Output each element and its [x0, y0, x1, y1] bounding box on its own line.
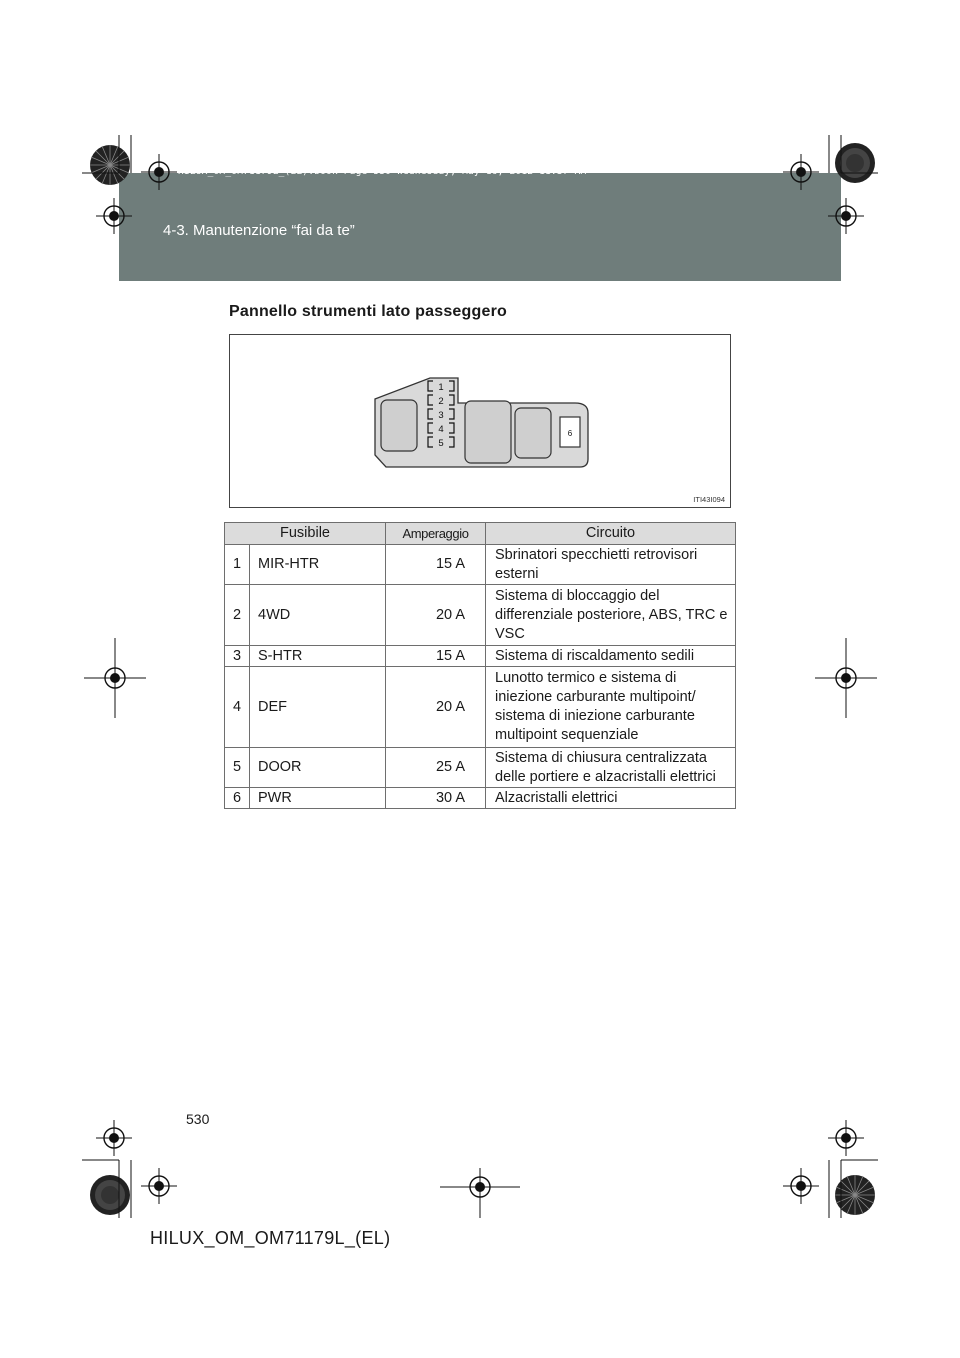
fuse-amperage: 15 A — [386, 545, 486, 585]
fuse-name: DOOR — [250, 748, 386, 788]
fuse-label-2: 2 — [438, 396, 444, 407]
fuse-name: PWR — [250, 788, 386, 809]
fuse-number: 4 — [225, 667, 250, 748]
fuse-amperage: 30 A — [386, 788, 486, 809]
fuse-number: 1 — [225, 545, 250, 585]
fuse-amperage: 25 A — [386, 748, 486, 788]
fuse-label-5: 5 — [438, 438, 444, 449]
fuse-circuit: Sistema di riscaldamento sedili — [486, 646, 736, 667]
fuse-circuit: Lunotto termico e sistema di iniezione carburante multipoint/ sistema di iniezione carburante multipoint sequenziale — [486, 667, 736, 748]
section-heading: Pannello strumenti lato passeggero — [229, 303, 507, 320]
fuse-box-diagram — [230, 335, 732, 509]
fuse-label-4: 4 — [438, 424, 444, 435]
fuse-table — [224, 522, 736, 809]
fuse-number: 2 — [225, 585, 250, 646]
header-amperage: Amperaggio — [386, 523, 486, 545]
fuse-circuit: Sistema di bloccaggio del differenziale posteriore, ABS, TRC e VSC — [486, 585, 736, 646]
fuse-name: MIR-HTR — [250, 545, 386, 585]
fuse-name: DEF — [250, 667, 386, 748]
fuse-circuit: Sistema di chiusura centralizzata delle portiere e alzacristalli elettrici — [486, 748, 736, 788]
fuse-name: 4WD — [250, 585, 386, 646]
relay-left — [381, 400, 417, 451]
fuse-number: 5 — [225, 748, 250, 788]
fuse-circuit: Alzacristalli elettrici — [486, 788, 736, 809]
fuse-box-figure — [229, 334, 731, 508]
fuse-amperage: 20 A — [386, 585, 486, 646]
section-title: 4-3. Manutenzione “fai da te” — [163, 222, 355, 239]
fuse-name: S-HTR — [250, 646, 386, 667]
table-header-row — [225, 523, 736, 545]
page-number: 530 — [186, 1111, 210, 1127]
table-row — [225, 667, 736, 748]
table-row — [225, 646, 736, 667]
fuse-label-6: 6 — [567, 429, 573, 438]
fuse-number: 6 — [225, 788, 250, 809]
figure-code: ITI43I094 — [693, 495, 725, 504]
fuse-amperage: 20 A — [386, 667, 486, 748]
relay-right — [515, 408, 551, 458]
fuse-label-3: 3 — [438, 410, 444, 421]
print-stamp: HILUX_OM_OM71179L_(EL).book Page 530 Wednesday, May 16, 2012 11:37 AM — [178, 166, 587, 177]
fuse-circuit: Sbrinatori specchietti retrovisori esterni — [486, 545, 736, 585]
fuse-number: 3 — [225, 646, 250, 667]
table-row — [225, 585, 736, 646]
relay-center — [465, 401, 511, 463]
header-fuse: Fusibile — [225, 523, 386, 545]
table-row — [225, 545, 736, 585]
fuse-label-1: 1 — [438, 382, 444, 393]
header-circuit: Circuito — [486, 523, 736, 545]
fuse-amperage: 15 A — [386, 646, 486, 667]
table-row — [225, 788, 736, 809]
table-row — [225, 748, 736, 788]
document-code: HILUX_OM_OM71179L_(EL) — [150, 1228, 391, 1248]
